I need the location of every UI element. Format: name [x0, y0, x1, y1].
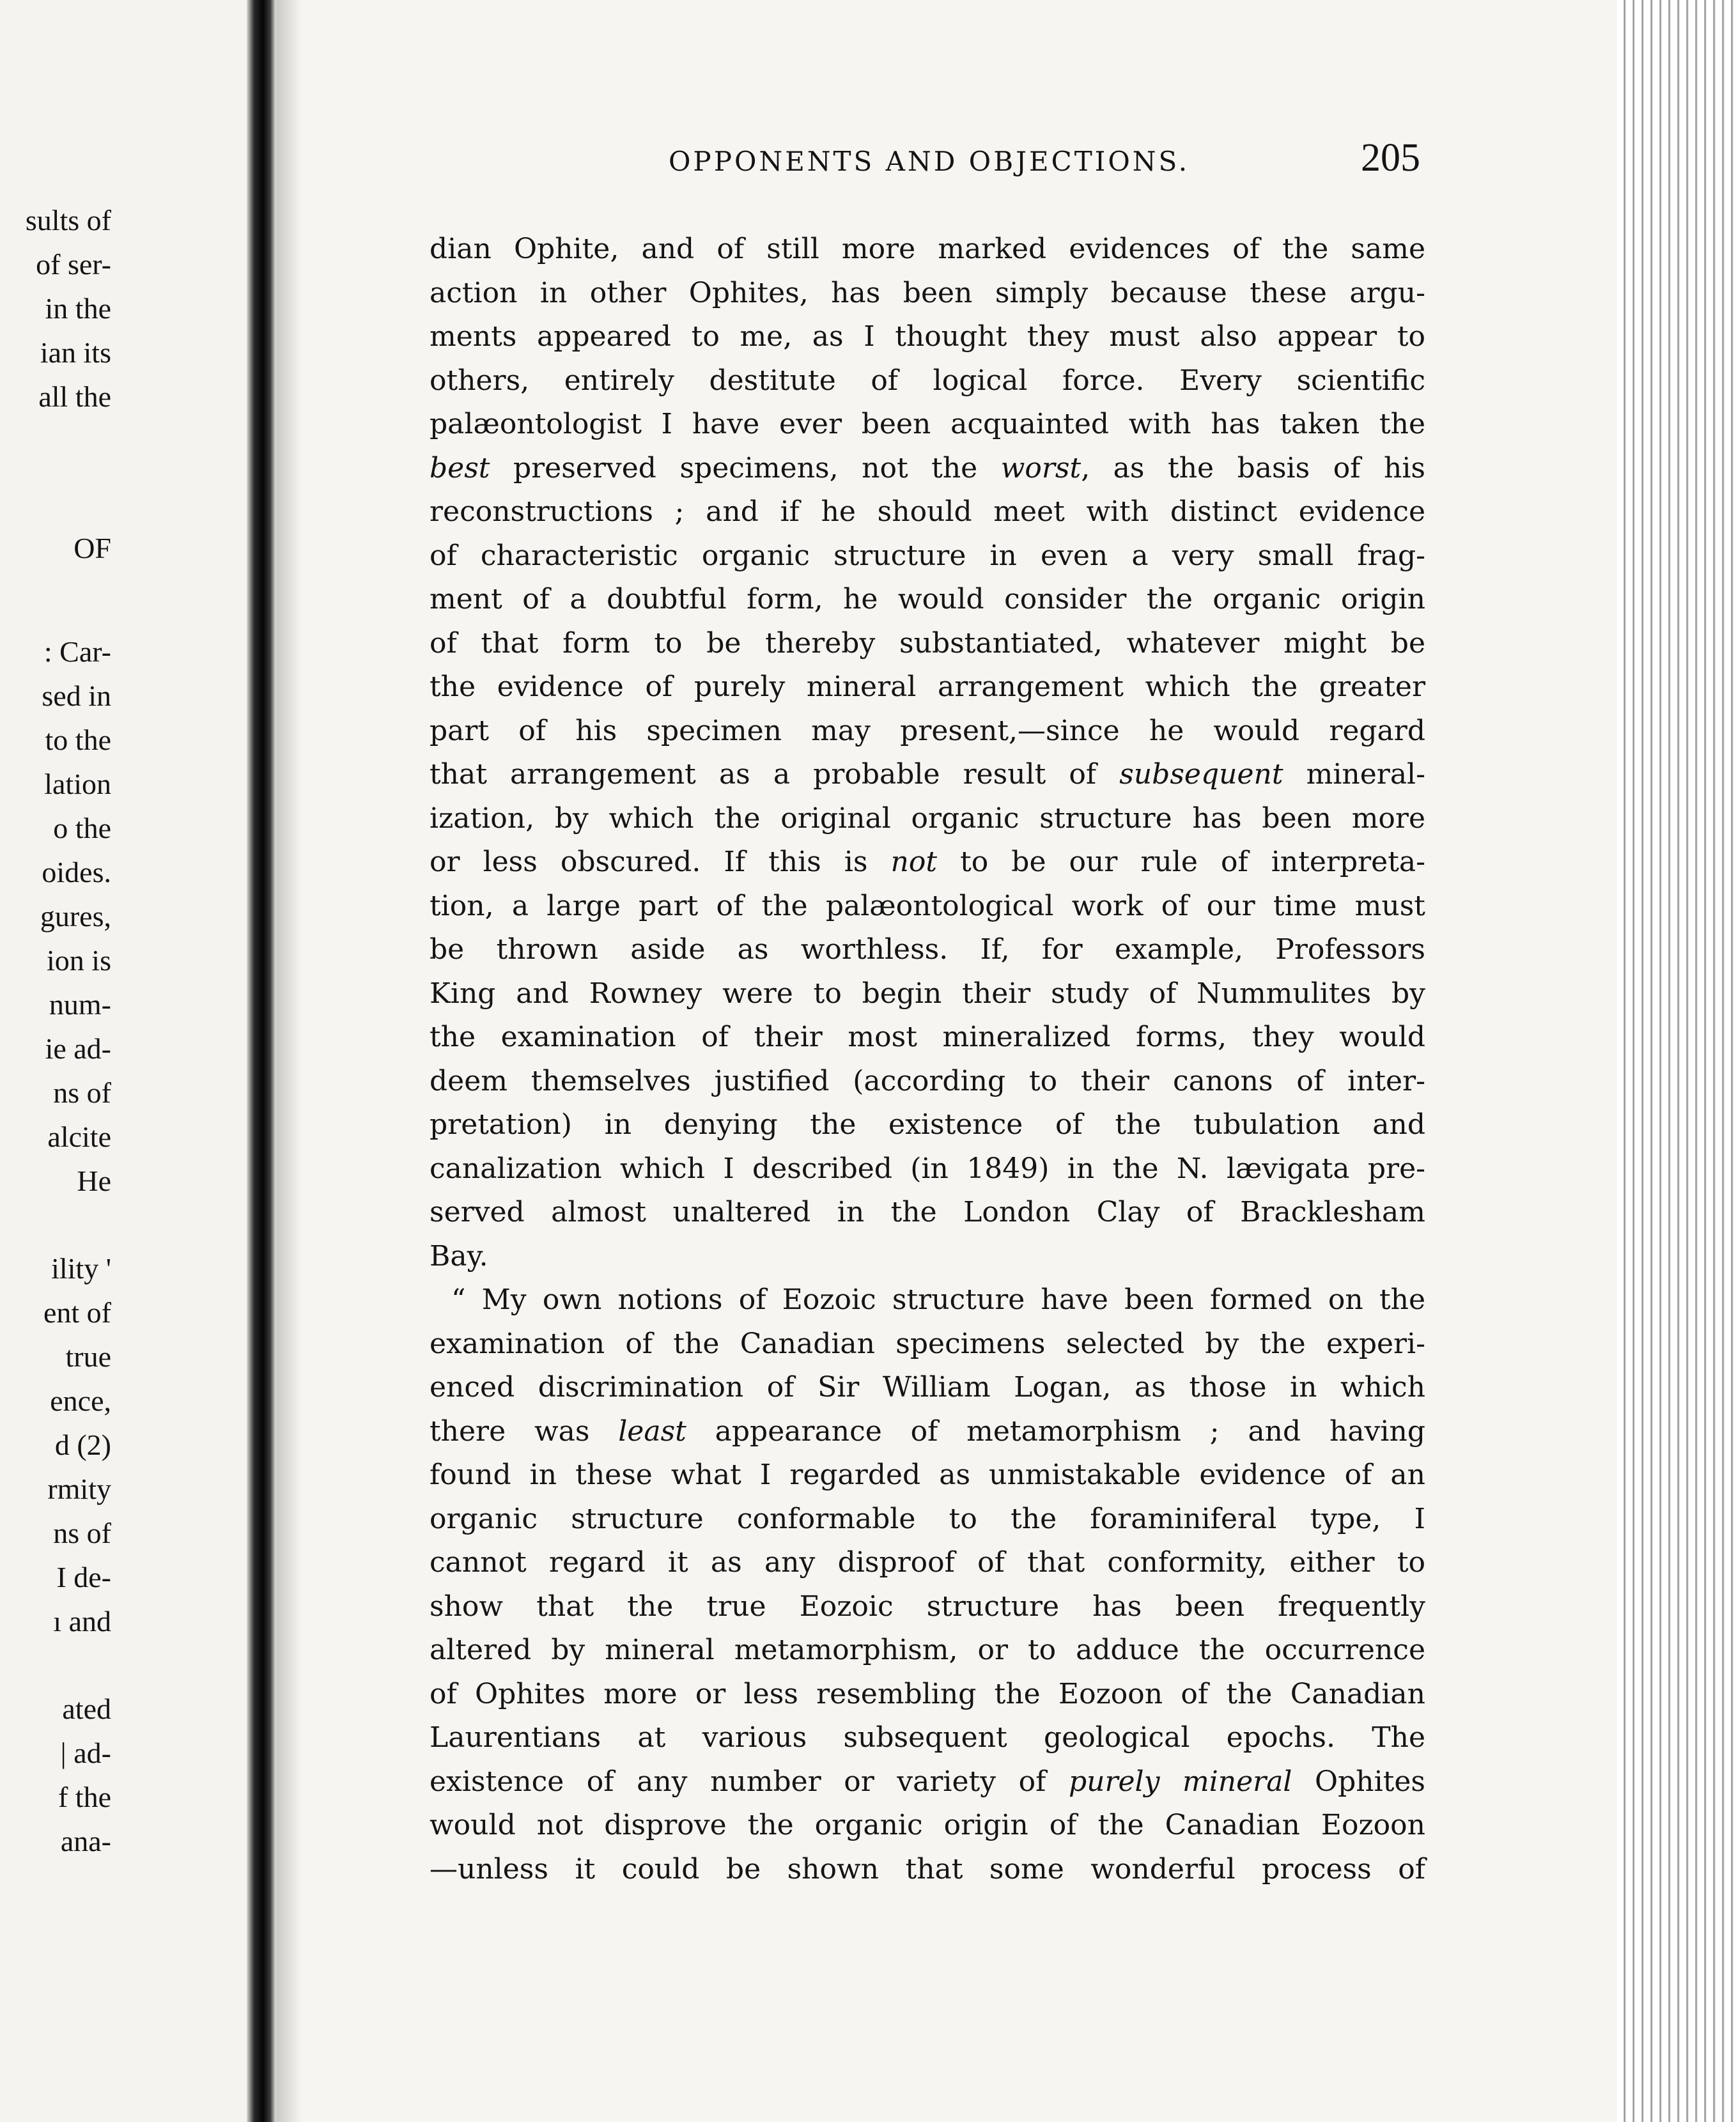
text-run: that arrangement as a probable result of	[430, 758, 1120, 791]
left-page-fragment-line: ns of	[53, 1076, 111, 1109]
text-line	[430, 1585, 1425, 1629]
text-run: examination of the Canadian specimens selected by the experi-	[430, 1327, 1425, 1360]
italic-text: least	[618, 1414, 686, 1448]
left-page-fragment-line: sults of	[25, 204, 111, 236]
left-page-fragment-line: ence,	[50, 1384, 111, 1417]
text-run: altered by mineral metamorphism, or to adduce the occurrence	[430, 1634, 1425, 1666]
text-line	[430, 797, 1425, 841]
text-line	[430, 1147, 1425, 1191]
text-run: canalization which I described (in 1849) in the N. lævigata pre-	[430, 1152, 1425, 1185]
text-run: others, entirely destitute of logical force. Every scientific	[430, 364, 1425, 397]
text-line	[430, 840, 1425, 885]
left-page-fragment-line: ie ad-	[45, 1032, 111, 1065]
text-run: palæontologist I have ever been acquainted with has taken the	[430, 408, 1425, 440]
left-page-fragment	[0, 0, 247, 2122]
text-run: or less obscured. If this is	[430, 846, 891, 878]
text-line	[430, 1760, 1425, 1804]
text-line	[430, 1453, 1425, 1498]
text-line	[430, 359, 1425, 403]
text-run: tion, a large part of the palæontological work of our time must	[430, 889, 1425, 922]
text-line	[430, 1498, 1425, 1542]
text-line	[430, 228, 1425, 272]
text-run: Laurentians at various subsequent geological epochs. The	[430, 1721, 1425, 1754]
left-page-fragment-line: d (2)	[54, 1429, 111, 1461]
text-line	[430, 622, 1425, 666]
text-line	[430, 1629, 1425, 1673]
text-run: reconstructions ; and if he should meet with distinct evidence	[430, 495, 1425, 528]
running-head: OPPONENTS AND OBJECTIONS.	[669, 146, 1190, 177]
text-line	[430, 885, 1425, 929]
text-line	[430, 1322, 1425, 1367]
left-page-fragment-line: ion is	[47, 944, 111, 977]
italic-text: purely mineral	[1068, 1765, 1292, 1798]
text-line	[430, 665, 1425, 709]
text-run: existence of any number or variety of	[430, 1765, 1069, 1798]
left-page-fragment-line: o the	[53, 812, 111, 844]
left-page-fragment-line: OF	[74, 532, 111, 564]
text-line	[430, 1191, 1425, 1235]
text-run: Ophites	[1292, 1765, 1426, 1798]
text-line	[430, 1235, 1425, 1279]
text-run: be thrown aside as worthless. If, for example, Professors	[430, 933, 1425, 966]
italic-text: worst	[1000, 451, 1081, 484]
text-run: to be our rule of interpreta-	[937, 846, 1425, 878]
left-page-fragment-line: f the	[58, 1781, 111, 1813]
left-page-fragment-line: sed in	[42, 679, 111, 712]
text-line	[430, 1366, 1425, 1410]
text-line	[430, 1016, 1425, 1060]
text-run: would not disprove the organic origin of the Canadian Eozoon	[430, 1809, 1425, 1841]
paragraph-2	[430, 1278, 1425, 1891]
left-page-fragment-line: all the	[38, 380, 111, 413]
text-line	[430, 1804, 1425, 1848]
text-line	[430, 709, 1425, 754]
text-run: enced discrimination of Sir William Logan, as those in which	[430, 1371, 1425, 1404]
body-text	[430, 228, 1425, 1891]
text-run: of that form to be thereby substantiated, whatever might be	[430, 626, 1425, 660]
text-line	[430, 1716, 1425, 1760]
text-run: the examination of their most mineralized forms, they would	[430, 1021, 1425, 1053]
text-run: served almost unaltered in the London Clay of Bracklesham	[430, 1196, 1425, 1228]
text-run: action in other Ophites, has been simply because these argu-	[430, 276, 1425, 309]
text-run: preserved specimens, not the	[490, 451, 1001, 484]
text-line	[430, 753, 1425, 797]
left-page-fragment-line: true	[65, 1340, 111, 1373]
text-run: ization, by which the original organic structure has been more	[430, 802, 1425, 835]
text-run: —unless it could be shown that some wonderful process of	[430, 1852, 1425, 1886]
text-run: cannot regard it as any disproof of that conformity, either to	[430, 1546, 1425, 1579]
text-run: dian Ophite, and of still more marked evidences of the same	[430, 233, 1425, 265]
left-page-fragment-line: num-	[49, 988, 111, 1021]
text-line	[430, 447, 1425, 491]
text-run: the evidence of purely mineral arrangement which the greater	[430, 670, 1425, 703]
text-line	[430, 1410, 1425, 1454]
text-line	[430, 1060, 1425, 1104]
text-line	[430, 1103, 1425, 1147]
text-run: deem themselves justified (according to their canons of inter-	[430, 1064, 1425, 1097]
text-run: of characteristic organic structure in even a very small frag-	[430, 539, 1425, 572]
text-run: , as the basis of his	[1081, 451, 1426, 484]
left-page-fragment-line: I de-	[56, 1561, 111, 1593]
text-line	[430, 578, 1425, 622]
text-line	[430, 490, 1425, 534]
text-line	[430, 534, 1425, 578]
text-run: mineral-	[1283, 758, 1425, 791]
left-page-fragment-line: ian its	[40, 336, 111, 369]
left-page-fragment-line: lation	[44, 768, 111, 800]
text-run: ments appeared to me, as I thought they must also appear to	[430, 320, 1425, 353]
book-gutter	[247, 0, 276, 2122]
text-line	[430, 1848, 1425, 1892]
text-line	[430, 1673, 1425, 1717]
left-page-fragment-line: ility '	[51, 1252, 111, 1285]
italic-text: subsequent	[1119, 758, 1283, 791]
text-run: “ My own notions of Eozoic structure have been formed on the	[451, 1283, 1425, 1316]
text-line	[430, 272, 1425, 316]
text-run: ment of a doubtful form, he would consider the organic origin	[430, 583, 1425, 616]
page-number: 205	[1361, 136, 1420, 180]
left-page-fragment-line: gures,	[40, 900, 111, 933]
left-page-fragment-line: | ad-	[60, 1737, 111, 1769]
text-run: part of his specimen may present,—since he would regard	[430, 714, 1425, 747]
text-run: show that the true Eozoic structure has been frequently	[430, 1590, 1425, 1623]
italic-text: best	[430, 451, 490, 484]
left-page-fragment-line: ated	[62, 1692, 111, 1725]
text-run: King and Rowney were to begin their study of Nummulites by	[430, 977, 1425, 1010]
left-page-fragment-line: ent of	[43, 1296, 111, 1329]
left-page-fragment-line: rmity	[47, 1473, 111, 1505]
text-line	[430, 403, 1425, 447]
text-line	[430, 315, 1425, 359]
left-page-fragment-line: ns of	[53, 1517, 111, 1549]
text-line	[430, 928, 1425, 972]
left-page-fragment-line: ı and	[53, 1605, 111, 1638]
text-run: appearance of metamorphism ; and having	[686, 1414, 1425, 1448]
book-page-edges	[1617, 0, 1736, 2122]
text-run: organic structure conformable to the foraminiferal type, I	[430, 1502, 1425, 1535]
left-page-fragment-line: oides.	[42, 856, 111, 888]
text-run: pretation) in denying the existence of the tubulation and	[430, 1108, 1425, 1141]
text-run: there was	[430, 1414, 619, 1448]
text-run: found in these what I regarded as unmistakable evidence of an	[430, 1459, 1425, 1491]
left-page-fragment-line: alcite	[47, 1120, 111, 1153]
text-line	[430, 1541, 1425, 1585]
paragraph-1	[430, 228, 1425, 1278]
gutter-shadow	[276, 0, 302, 2122]
left-page-fragment-line: ana-	[60, 1825, 111, 1857]
text-run: of Ophites more or less resembling the Eozoon of the Canadian	[430, 1677, 1425, 1710]
left-page-fragment-line: in the	[45, 292, 111, 325]
left-page-fragment-line: He	[77, 1165, 111, 1197]
text-line	[430, 1278, 1425, 1322]
left-page-fragment-line: : Car-	[43, 635, 111, 668]
italic-text: not	[890, 846, 938, 878]
left-page-fragment-line: to the	[45, 724, 111, 756]
text-line	[430, 972, 1425, 1016]
text-run: Bay.	[430, 1239, 488, 1273]
left-page-fragment-line: of ser-	[36, 248, 111, 281]
